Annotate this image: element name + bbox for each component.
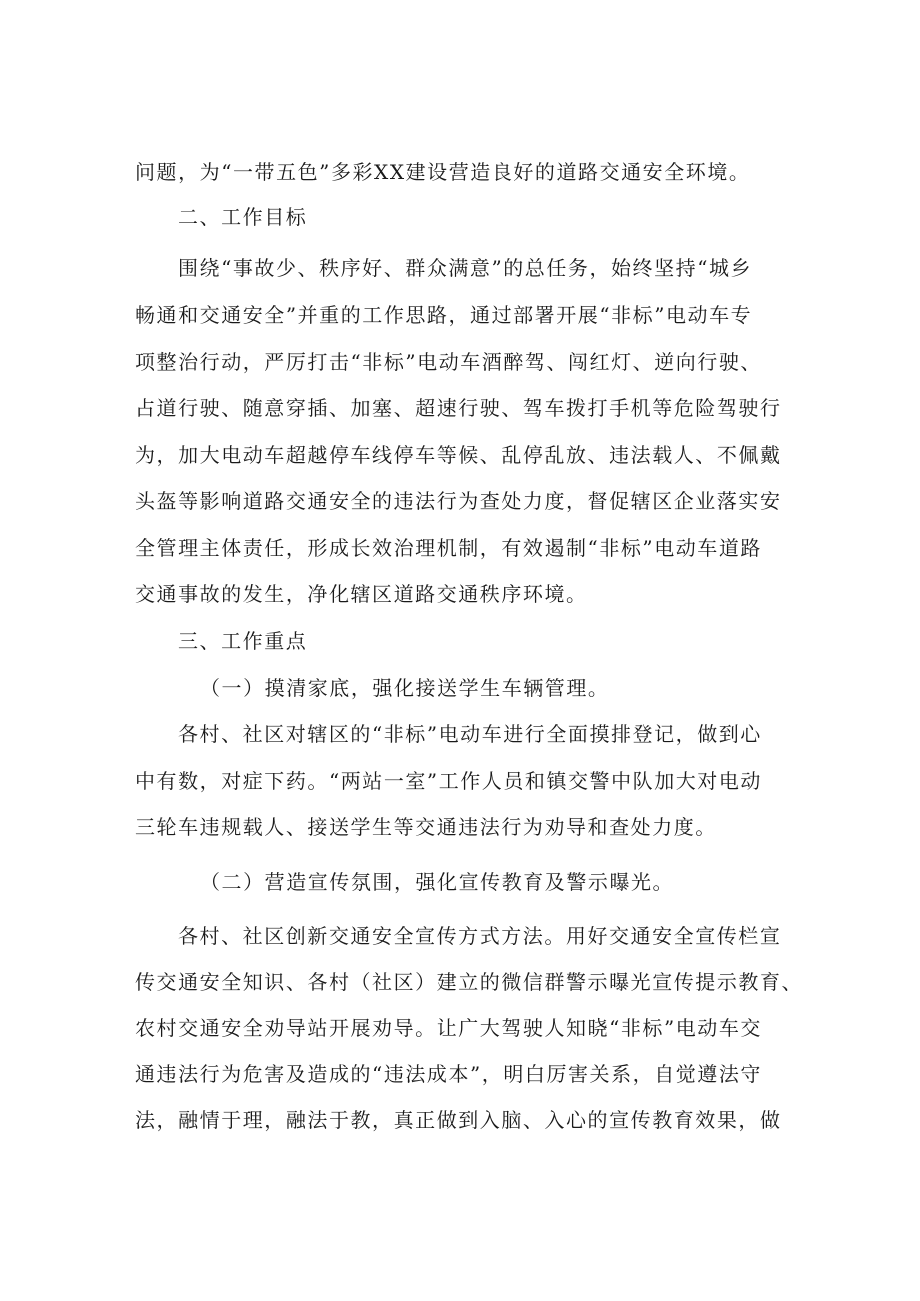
paragraph-line: 畅通和交通安全”并重的工作思路，通过部署开展“非标”电动车专 [135, 303, 753, 327]
paragraph-line: 三轮车违规载人、接送学生等交通违法行为劝导和查处力度。 [135, 815, 717, 839]
section-heading-focus: 三、工作重点 [178, 629, 308, 653]
section-heading-goals: 二、工作目标 [178, 205, 308, 229]
paragraph-line: 头盔等影响道路交通安全的违法行为查处力度，督促辖区企业落实安 [135, 489, 782, 513]
paragraph-line: 各村、社区对辖区的“非标”电动车进行全面摸排登记，做到心 [178, 722, 762, 746]
paragraph-line: 围绕“事故少、秩序好、群众满意”的总任务，始终坚持“城乡 [178, 256, 753, 280]
paragraph-line: 农村交通安全劝导站开展劝导。让广大驾驶人知晓“非标”电动车交 [135, 1016, 762, 1040]
paragraph-line: 中有数，对症下药。“两站一室”工作人员和镇交警中队加大对电动 [135, 769, 762, 793]
paragraph-line: 交通事故的发生，净化辖区道路交通秩序环境。 [135, 582, 588, 606]
subsection-heading-2: （二）营造宣传氛围，强化宣传教育及警示曝光。 [200, 870, 675, 894]
paragraph-line: 各村、社区创新交通安全宣传方式方法。用好交通安全宣传栏宣 [178, 924, 782, 948]
paragraph-line: 问题，为“一带五色”多彩XX建设营造良好的道路交通安全环境。 [135, 160, 751, 184]
paragraph-line: 占道行驶、随意穿插、加塞、超速行驶、驾车拨打手机等危险驾驶行 [135, 396, 782, 420]
paragraph-line: 项整治行动，严厉打击“非标”电动车酒醉驾、闯红灯、逆向行驶、 [135, 350, 762, 374]
paragraph-line: 全管理主体责任，形成长效治理机制，有效遏制“非标”电动车道路 [135, 536, 762, 560]
paragraph-line: 通违法行为危害及造成的“违法成本”，明白厉害关系，自觉遵法守 [135, 1062, 762, 1086]
subsection-heading-1: （一）摸清家底，强化接送学生车辆管理。 [200, 676, 610, 700]
paragraph-line: 法，融情于理，融法于教，真正做到入脑、入心的宣传教育效果，做 [135, 1108, 782, 1132]
paragraph-line: 传交通安全知识、各村（社区）建立的微信群警示曝光宣传提示教育、 [135, 970, 804, 994]
paragraph-line: 为，加大电动车超越停车线停车等候、乱停乱放、违法载人、不佩戴 [135, 443, 782, 467]
